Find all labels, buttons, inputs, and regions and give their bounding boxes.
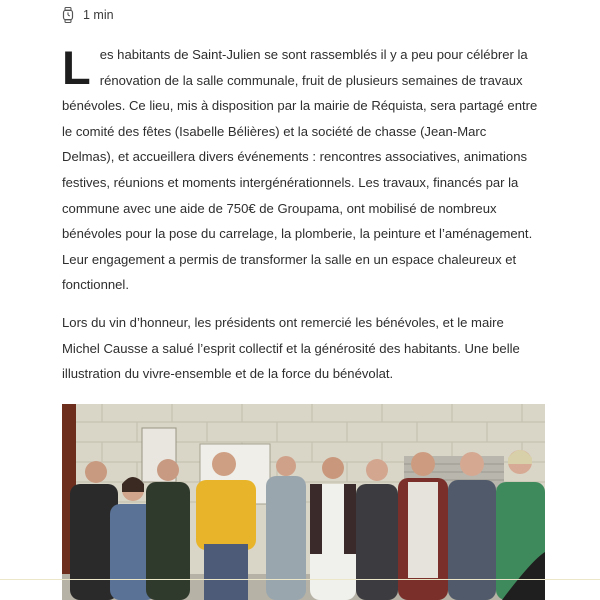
dropcap-letter: L [62, 41, 91, 94]
read-time-label: 1 min [83, 8, 114, 22]
read-time-meta [62, 6, 114, 24]
group-photo-illustration [62, 404, 545, 600]
article-paragraph-1 [62, 42, 540, 298]
watch-icon [62, 7, 74, 23]
article-paragraph-2: Lors du vin d’honneur, les présidents ont remercié les bénévoles, et le maire Michel Causse a salué l’esprit collectif et la générosité des habitants. Une belle illustration du vivre-ensemble et de la force du bénévolat. [62, 314, 520, 382]
paragraph-1-text: es habitants de Saint-Julien se sont rassemblés il y a peu pour célébrer la rénovation de la salle communale, fruit de plusieurs semaines de travaux bénévoles. Ce lieu, mis à disposition par la mairie de Réquista, sera partagé entre le comité des fêtes (Isabelle Bélières) et la société de chasse (Jean-Marc Delmas), et accueillera divers événements : rencontres associatives, animations festives, réunions et moments intergénérationnels. Les travaux, financés par la commune avec une aide de 750€ de Groupama, ont mobilisé de nombreux bénévoles pour la pose du carrelage, la plomberie, la peinture et l’aménagement. Leur engagement a permis de transformer la salle en un espace chaleureux et fonctionnel. [62, 47, 538, 293]
article-body [62, 42, 540, 399]
bottom-divider [0, 579, 600, 580]
article-photo [62, 404, 545, 600]
